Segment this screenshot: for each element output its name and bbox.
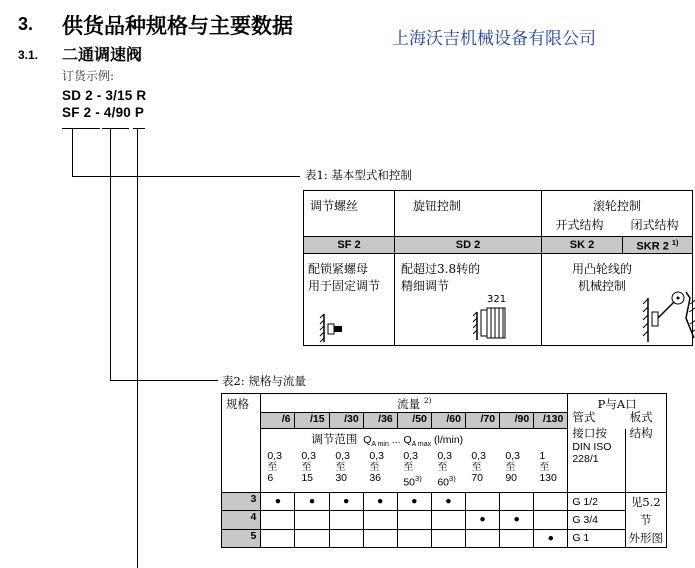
order-example-label: 订货示例: bbox=[62, 69, 115, 83]
flow-code-5: /60 bbox=[431, 413, 465, 429]
availability-dot: ● bbox=[534, 529, 568, 547]
flow-code-0: /6 bbox=[261, 413, 295, 429]
range-cell-7: 0,3 至 90 bbox=[505, 450, 520, 485]
desc-roller: 用凸轮线的 机械控制 bbox=[542, 254, 693, 346]
range-cell-5: 0,3 至 60$^{3)}$ bbox=[437, 450, 456, 489]
code-sd2: SD 2 bbox=[395, 237, 542, 254]
range-label: 调节范围 $Q_{A min}$ ... $Q_{A max}$ (l/min) bbox=[311, 432, 464, 449]
lock-nut-screw-icon bbox=[318, 312, 348, 344]
section-title: 供货品种规格与主要数据 bbox=[62, 13, 293, 38]
desc-adjust-screw: 配锁紧螺母 用于固定调节 bbox=[304, 254, 395, 346]
table2-caption: 表2: 规格与流量 bbox=[222, 374, 306, 388]
empty-cell bbox=[534, 493, 568, 511]
flow-code-7: /90 bbox=[500, 413, 534, 429]
table-size-flow bbox=[221, 393, 667, 548]
svg-text:321: 321 bbox=[487, 294, 507, 305]
availability-dot: ● bbox=[329, 493, 363, 511]
empty-cell bbox=[261, 511, 295, 529]
range-cell-6: 0,3 至 70 bbox=[471, 450, 486, 485]
empty-cell bbox=[500, 529, 534, 547]
availability-dot: ● bbox=[500, 511, 534, 529]
empty-cell bbox=[397, 511, 431, 529]
empty-cell bbox=[534, 511, 568, 529]
availability-dot: ● bbox=[363, 493, 397, 511]
availability-dot: ● bbox=[261, 493, 295, 511]
port-header: P与A口 bbox=[568, 394, 667, 413]
flow-code-3: /36 bbox=[363, 413, 397, 429]
code-sf2: SF 2 bbox=[304, 237, 395, 254]
col-roller-title: 滚轮控制 开式结构 闭式结构 bbox=[542, 191, 693, 237]
plate-note: 见5.2节 外形图 bbox=[625, 493, 666, 548]
flow-header: 流量 $^{2)}$ bbox=[261, 394, 568, 413]
range-cell-4: 0,3 至 50$^{3)}$ bbox=[403, 450, 422, 489]
pipe-thread: G 1/2 bbox=[568, 493, 625, 511]
pipe-thread: G 3/4 bbox=[568, 511, 625, 529]
empty-cell bbox=[363, 529, 397, 547]
range-cell-1: 0,3 至 15 bbox=[301, 450, 316, 485]
flow-code-4: /50 bbox=[397, 413, 431, 429]
range-cell-2: 0,3 至 30 bbox=[335, 450, 350, 485]
order-code-2: SF 2 - 4/90 P bbox=[62, 105, 145, 120]
range-cell-0: 0,3 至 6 bbox=[267, 450, 282, 485]
knob-icon bbox=[473, 292, 523, 342]
table1-caption: 表1: 基本型式和控制 bbox=[305, 168, 412, 182]
flow-code-1: /15 bbox=[295, 413, 329, 429]
empty-cell bbox=[500, 493, 534, 511]
empty-cell bbox=[397, 529, 431, 547]
range-block bbox=[261, 429, 568, 493]
table-row bbox=[222, 493, 667, 511]
table-row bbox=[222, 529, 667, 547]
col-adjust-screw-title: 调节螺丝 bbox=[304, 191, 395, 237]
size-header: 规格 bbox=[222, 394, 261, 493]
code-sk2: SK 2 bbox=[542, 237, 623, 254]
flow-code-2: /30 bbox=[329, 413, 363, 429]
order-code-1: SD 2 - 3/15 R bbox=[62, 88, 147, 103]
empty-cell bbox=[466, 493, 500, 511]
code-skr2: SKR 2 $^{1)}$ bbox=[623, 237, 693, 254]
empty-cell bbox=[295, 529, 329, 547]
range-cell-3: 0,3 至 36 bbox=[369, 450, 384, 485]
row-size: 4 bbox=[222, 511, 261, 529]
range-cell-8: 1 至 130 bbox=[539, 450, 557, 485]
availability-dot: ● bbox=[466, 511, 500, 529]
table-basic-types bbox=[303, 190, 693, 346]
section-number: 3. bbox=[18, 14, 34, 34]
empty-cell bbox=[363, 511, 397, 529]
subsection-number: 3.1. bbox=[18, 48, 39, 62]
empty-cell bbox=[261, 529, 295, 547]
empty-cell bbox=[431, 529, 465, 547]
plate-header: 板式 结构 bbox=[625, 409, 666, 473]
flow-code-6: /70 bbox=[466, 413, 500, 429]
row-size: 3 bbox=[222, 493, 261, 511]
pipe-header: 管式 接口按 DIN ISO 228/1 bbox=[568, 409, 625, 473]
subsection-title: 二通调速阀 bbox=[62, 45, 143, 64]
table-row bbox=[222, 511, 667, 529]
col-knob-title: 旋钮控制 bbox=[395, 191, 542, 237]
roller-cam-icon bbox=[642, 288, 695, 344]
row-size: 5 bbox=[222, 529, 261, 547]
empty-cell bbox=[466, 529, 500, 547]
flow-code-8: /130 bbox=[534, 413, 568, 429]
company-name: 上海沃吉机械设备有限公司 bbox=[392, 29, 596, 49]
availability-dot: ● bbox=[397, 493, 431, 511]
desc-knob: 配超过3.8转的 精细调节 321 bbox=[395, 254, 542, 346]
empty-cell bbox=[295, 511, 329, 529]
empty-cell bbox=[431, 511, 465, 529]
availability-dot: ● bbox=[295, 493, 329, 511]
availability-dot: ● bbox=[431, 493, 465, 511]
empty-cell bbox=[329, 511, 363, 529]
pipe-thread: G 1 bbox=[568, 529, 625, 547]
empty-cell bbox=[329, 529, 363, 547]
